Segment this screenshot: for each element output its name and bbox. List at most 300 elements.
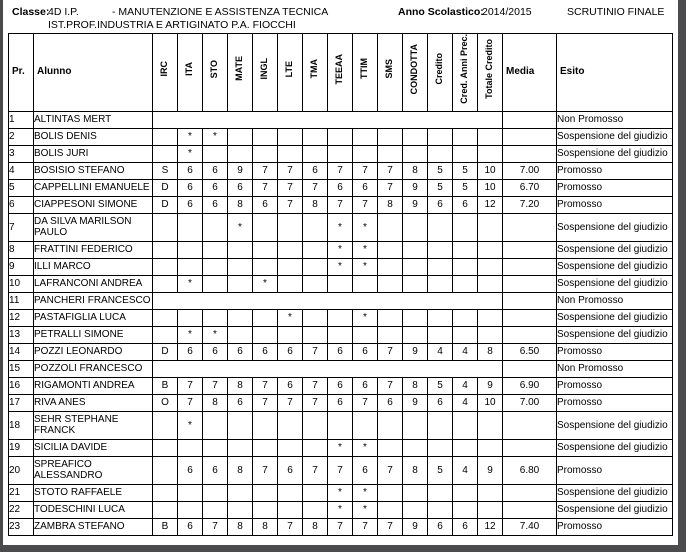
cell-row-number: 8 bbox=[9, 241, 34, 258]
cell-grade-sto bbox=[203, 309, 228, 326]
student-name-line1: SICILIA DAVIDE bbox=[34, 442, 108, 454]
student-name-line1: CIAPPESONI SIMONE bbox=[34, 199, 138, 211]
rotated-column-label: IRC bbox=[159, 61, 170, 77]
cell-row-number: 22 bbox=[9, 501, 34, 518]
cell-grade-tma: 7 bbox=[303, 377, 328, 394]
cell-grade-teeaa bbox=[328, 128, 353, 145]
cell-media: 6.80 bbox=[503, 456, 557, 484]
student-name-line1: FRATTINI FEDERICO bbox=[34, 244, 133, 256]
student-name-line1: RIGAMONTI ANDREA bbox=[34, 380, 135, 392]
cell-esito: Sospensione del giudizio bbox=[557, 128, 673, 145]
cell-media bbox=[503, 111, 557, 128]
cell-grade-ita: 7 bbox=[178, 394, 203, 411]
cell-grade-cred-anni-prec: 4 bbox=[453, 394, 478, 411]
cell-grade-credito: 5 bbox=[428, 377, 453, 394]
cell-grade-irc: D bbox=[153, 196, 178, 213]
cell-grade-ingl: 7 bbox=[253, 377, 278, 394]
cell-grade-credito bbox=[428, 258, 453, 275]
cell-esito: Promosso bbox=[557, 179, 673, 196]
cell-grade-teeaa: 7 bbox=[328, 162, 353, 179]
cell-esito: Promosso bbox=[557, 518, 673, 535]
cell-esito: Sospensione del giudizio bbox=[557, 309, 673, 326]
anno-scolastico-label: Anno Scolastico: bbox=[398, 6, 484, 18]
cell-grade-totale-credito: 10 bbox=[478, 394, 503, 411]
cell-media bbox=[503, 258, 557, 275]
classe-description: - MANUTENZIONE E ASSISTENZA TECNICA bbox=[112, 6, 329, 18]
cell-grade-credito: 6 bbox=[428, 196, 453, 213]
cell-grade-sms bbox=[378, 241, 403, 258]
cell-grade-mate: 8 bbox=[228, 456, 253, 484]
col-header-condotta bbox=[403, 34, 428, 112]
cell-grade-irc bbox=[153, 439, 178, 456]
table-row bbox=[9, 179, 673, 196]
cell-row-number: 17 bbox=[9, 394, 34, 411]
table-row bbox=[9, 501, 673, 518]
cell-grade-ttim: 7 bbox=[353, 196, 378, 213]
cell-grade-sms: 7 bbox=[378, 343, 403, 360]
cell-grade-mate: 6 bbox=[228, 394, 253, 411]
cell-row-number: 1 bbox=[9, 111, 34, 128]
cell-grade-ttim: * bbox=[353, 213, 378, 241]
cell-grade-irc bbox=[153, 275, 178, 292]
cell-grade-ita: 6 bbox=[178, 518, 203, 535]
rotated-column-label: Credito bbox=[434, 53, 445, 85]
cell-row-number: 4 bbox=[9, 162, 34, 179]
cell-grade-mate: 9 bbox=[228, 162, 253, 179]
col-header-ita bbox=[178, 34, 203, 112]
cell-grade-teeaa: 7 bbox=[328, 456, 353, 484]
cell-grade-teeaa bbox=[328, 309, 353, 326]
col-header-media: Media bbox=[503, 34, 557, 112]
cell-esito: Promosso bbox=[557, 196, 673, 213]
table-row bbox=[9, 309, 673, 326]
cell-grade-sms bbox=[378, 484, 403, 501]
cell-grade-teeaa: * bbox=[328, 258, 353, 275]
cell-grade-mate: 6 bbox=[228, 343, 253, 360]
cell-grade-lte bbox=[278, 275, 303, 292]
cell-grade-mate bbox=[228, 411, 253, 439]
cell-grade-sms bbox=[378, 128, 403, 145]
cell-grade-sms bbox=[378, 439, 403, 456]
cell-grade-teeaa: * bbox=[328, 213, 353, 241]
cell-grade-sto: * bbox=[203, 326, 228, 343]
cell-grade-cred-anni-prec bbox=[453, 439, 478, 456]
cell-grade-lte bbox=[278, 439, 303, 456]
school-name: IST.PROF.INDUSTRIA E ARTIGINATO P.A. FIOCCHI bbox=[48, 19, 296, 31]
cell-grade-sms: 7 bbox=[378, 456, 403, 484]
cell-grade-mate: 6 bbox=[228, 179, 253, 196]
cell-grade-ita: 7 bbox=[178, 377, 203, 394]
cell-grade-condotta bbox=[403, 213, 428, 241]
cell-grade-irc: O bbox=[153, 394, 178, 411]
cell-grade-ttim: 7 bbox=[353, 518, 378, 535]
student-name-line1: SPREAFICO bbox=[34, 459, 92, 471]
cell-grade-sms: 7 bbox=[378, 179, 403, 196]
student-name-line1: PANCHERI FRANCESCO bbox=[34, 295, 151, 307]
cell-grade-condotta bbox=[403, 275, 428, 292]
cell-grade-irc: D bbox=[153, 179, 178, 196]
cell-grade-ingl: 7 bbox=[253, 162, 278, 179]
cell-row-number: 23 bbox=[9, 518, 34, 535]
cell-grade-teeaa bbox=[328, 411, 353, 439]
cell-grade-ingl: 7 bbox=[253, 394, 278, 411]
cell-grade-ttim bbox=[353, 128, 378, 145]
col-header-sto bbox=[203, 34, 228, 112]
cell-grade-credito bbox=[428, 484, 453, 501]
cell-grade-sto: 8 bbox=[203, 394, 228, 411]
cell-grade-cred-anni-prec bbox=[453, 258, 478, 275]
student-name-line1: RIVA ANES bbox=[34, 397, 86, 409]
cell-grade-mate: 8 bbox=[228, 377, 253, 394]
cell-grade-cred-anni-prec bbox=[453, 411, 478, 439]
cell-row-number: 13 bbox=[9, 326, 34, 343]
cell-grade-mate bbox=[228, 484, 253, 501]
cell-grade-lte: 6 bbox=[278, 343, 303, 360]
cell-student-name bbox=[34, 145, 153, 162]
cell-grade-totale-credito: 12 bbox=[478, 518, 503, 535]
cell-grade-tma bbox=[303, 326, 328, 343]
cell-esito: Sospensione del giudizio bbox=[557, 411, 673, 439]
table-row bbox=[9, 343, 673, 360]
cell-grade-ita: * bbox=[178, 326, 203, 343]
cell-grade-tma bbox=[303, 145, 328, 162]
col-header-sms bbox=[378, 34, 403, 112]
cell-grade-ttim: * bbox=[353, 241, 378, 258]
cell-grade-totale-credito bbox=[478, 439, 503, 456]
cell-grade-ttim: * bbox=[353, 501, 378, 518]
cell-grade-lte: 7 bbox=[278, 196, 303, 213]
cell-grade-ita: 6 bbox=[178, 456, 203, 484]
cell-grade-sto bbox=[203, 439, 228, 456]
cell-grade-condotta bbox=[403, 241, 428, 258]
cell-grade-tma: 7 bbox=[303, 179, 328, 196]
cell-grade-mate bbox=[228, 501, 253, 518]
rotated-column-label: TTIM bbox=[359, 58, 370, 80]
cell-grade-sto: 6 bbox=[203, 456, 228, 484]
rotated-column-label: Cred. Anni Prec. bbox=[459, 34, 470, 104]
cell-grade-condotta: 9 bbox=[403, 196, 428, 213]
cell-grade-ingl bbox=[253, 326, 278, 343]
cell-grade-teeaa: 7 bbox=[328, 196, 353, 213]
cell-student-name bbox=[34, 213, 153, 241]
cell-student-name bbox=[34, 360, 153, 377]
cell-grade-cred-anni-prec bbox=[453, 213, 478, 241]
cell-grade-ttim bbox=[353, 411, 378, 439]
cell-grade-lte bbox=[278, 484, 303, 501]
cell-esito: Promosso bbox=[557, 394, 673, 411]
cell-esito: Promosso bbox=[557, 377, 673, 394]
cell-grade-irc: B bbox=[153, 377, 178, 394]
cell-grade-sto bbox=[203, 241, 228, 258]
cell-grade-ita: 6 bbox=[178, 343, 203, 360]
student-name-line1: BOSISIO STEFANO bbox=[34, 165, 125, 177]
cell-grade-ingl bbox=[253, 128, 278, 145]
cell-student-name bbox=[34, 111, 153, 128]
cell-grade-tma: 7 bbox=[303, 394, 328, 411]
cell-grade-sms bbox=[378, 275, 403, 292]
cell-grade-sms bbox=[378, 501, 403, 518]
cell-media bbox=[503, 213, 557, 241]
cell-grade-ttim: * bbox=[353, 484, 378, 501]
cell-row-number: 6 bbox=[9, 196, 34, 213]
rotated-column-label: CONDOTTA bbox=[409, 43, 420, 94]
cell-grade-tma bbox=[303, 411, 328, 439]
cell-media: 6.90 bbox=[503, 377, 557, 394]
cell-grade-ttim: 6 bbox=[353, 343, 378, 360]
cell-esito: Non Promosso bbox=[557, 111, 673, 128]
cell-grade-totale-credito bbox=[478, 275, 503, 292]
table-row bbox=[9, 377, 673, 394]
rotated-column-label: INGL bbox=[259, 58, 270, 80]
cell-student-name bbox=[34, 326, 153, 343]
cell-grade-ingl bbox=[253, 501, 278, 518]
cell-grade-cred-anni-prec bbox=[453, 275, 478, 292]
table-row bbox=[9, 394, 673, 411]
cell-grade-cred-anni-prec: 6 bbox=[453, 518, 478, 535]
col-header-ttim bbox=[353, 34, 378, 112]
cell-grade-mate: 8 bbox=[228, 518, 253, 535]
cell-grade-cred-anni-prec bbox=[453, 309, 478, 326]
cell-grade-teeaa bbox=[328, 275, 353, 292]
cell-media bbox=[503, 241, 557, 258]
cell-grade-ita bbox=[178, 501, 203, 518]
rotated-column-label: MATE bbox=[234, 56, 245, 82]
cell-grade-lte: 7 bbox=[278, 179, 303, 196]
cell-grade-mate bbox=[228, 326, 253, 343]
cell-grade-irc bbox=[153, 145, 178, 162]
cell-grade-mate bbox=[228, 275, 253, 292]
cell-grade-totale-credito bbox=[478, 309, 503, 326]
table-row bbox=[9, 111, 673, 128]
cell-grade-lte bbox=[278, 145, 303, 162]
table-row bbox=[9, 145, 673, 162]
cell-grade-sms bbox=[378, 145, 403, 162]
cell-grade-totale-credito: 9 bbox=[478, 377, 503, 394]
cell-grade-sms bbox=[378, 258, 403, 275]
cell-grade-sto: 6 bbox=[203, 196, 228, 213]
cell-grade-cred-anni-prec: 4 bbox=[453, 456, 478, 484]
cell-esito: Sospensione del giudizio bbox=[557, 484, 673, 501]
cell-grade-cred-anni-prec bbox=[453, 128, 478, 145]
cell-grade-sms bbox=[378, 411, 403, 439]
cell-student-name bbox=[34, 241, 153, 258]
student-name-line2: PAULO bbox=[34, 227, 68, 239]
classe-value: 4D I.P. bbox=[48, 6, 79, 18]
window-edge-right[interactable] bbox=[678, 0, 686, 552]
table-row bbox=[9, 196, 673, 213]
cell-grade-irc bbox=[153, 411, 178, 439]
cell-grade-ingl: 6 bbox=[253, 196, 278, 213]
cell-row-number: 2 bbox=[9, 128, 34, 145]
cell-media bbox=[503, 484, 557, 501]
col-header-cred-anni-prec bbox=[453, 34, 478, 112]
table-row bbox=[9, 456, 673, 484]
cell-grade-credito bbox=[428, 241, 453, 258]
table-row bbox=[9, 162, 673, 179]
cell-grade-condotta bbox=[403, 309, 428, 326]
cell-media: 7.00 bbox=[503, 162, 557, 179]
cell-grade-teeaa: * bbox=[328, 484, 353, 501]
cell-grade-mate: 8 bbox=[228, 196, 253, 213]
cell-grade-sto bbox=[203, 501, 228, 518]
cell-grade-mate bbox=[228, 258, 253, 275]
cell-student-name bbox=[34, 162, 153, 179]
cell-grade-totale-credito bbox=[478, 241, 503, 258]
col-header-esito: Esito bbox=[557, 34, 673, 112]
cell-grade-sms bbox=[378, 309, 403, 326]
cell-grade-totale-credito: 10 bbox=[478, 162, 503, 179]
cell-esito: Sospensione del giudizio bbox=[557, 258, 673, 275]
cell-row-number: 11 bbox=[9, 292, 34, 309]
cell-grade-ingl: * bbox=[253, 275, 278, 292]
cell-grade-ingl bbox=[253, 241, 278, 258]
cell-grade-sto bbox=[203, 484, 228, 501]
cell-grade-teeaa: 6 bbox=[328, 179, 353, 196]
cell-grade-condotta bbox=[403, 411, 428, 439]
cell-row-number: 16 bbox=[9, 377, 34, 394]
cell-grade-ita bbox=[178, 241, 203, 258]
cell-esito: Non Promosso bbox=[557, 292, 673, 309]
col-header-totale-credito bbox=[478, 34, 503, 112]
cell-grade-credito bbox=[428, 309, 453, 326]
cell-grade-credito bbox=[428, 128, 453, 145]
cell-grade-lte bbox=[278, 128, 303, 145]
cell-grade-mate bbox=[228, 241, 253, 258]
cell-grade-irc bbox=[153, 213, 178, 241]
cell-grade-ita: * bbox=[178, 275, 203, 292]
cell-grade-teeaa: 6 bbox=[328, 343, 353, 360]
cell-grade-irc bbox=[153, 456, 178, 484]
student-name-line1: BOLIS DENIS bbox=[34, 131, 97, 143]
student-name-line1: CAPPELLINI EMANUELE bbox=[34, 182, 150, 194]
cell-grade-ingl bbox=[253, 484, 278, 501]
cell-grade-lte: 6 bbox=[278, 456, 303, 484]
student-name-line1: ILLI MARCO bbox=[34, 261, 91, 273]
cell-row-number: 15 bbox=[9, 360, 34, 377]
cell-student-name bbox=[34, 439, 153, 456]
cell-media bbox=[503, 326, 557, 343]
cell-row-number: 3 bbox=[9, 145, 34, 162]
cell-grade-ingl bbox=[253, 411, 278, 439]
table-row bbox=[9, 411, 673, 439]
cell-grade-tma bbox=[303, 484, 328, 501]
cell-grade-condotta: 9 bbox=[403, 394, 428, 411]
cell-grade-lte: 7 bbox=[278, 394, 303, 411]
cell-media bbox=[503, 145, 557, 162]
cell-esito: Sospensione del giudizio bbox=[557, 241, 673, 258]
cell-grade-condotta bbox=[403, 258, 428, 275]
cell-row-number: 18 bbox=[9, 411, 34, 439]
col-header-irc bbox=[153, 34, 178, 112]
cell-grade-credito bbox=[428, 501, 453, 518]
cell-grade-sms: 7 bbox=[378, 377, 403, 394]
cell-grade-mate bbox=[228, 128, 253, 145]
cell-grade-lte: 7 bbox=[278, 518, 303, 535]
cell-student-name bbox=[34, 377, 153, 394]
cell-media bbox=[503, 439, 557, 456]
scrutinio-finale-title: SCRUTINIO FINALE bbox=[567, 6, 665, 18]
cell-row-number: 20 bbox=[9, 456, 34, 484]
cell-row-number: 10 bbox=[9, 275, 34, 292]
cell-grade-sms bbox=[378, 213, 403, 241]
cell-grade-totale-credito bbox=[478, 128, 503, 145]
cell-grade-cred-anni-prec bbox=[453, 145, 478, 162]
student-name-line1: BOLIS JURI bbox=[34, 148, 89, 160]
cell-grade-ttim: 6 bbox=[353, 377, 378, 394]
cell-row-number: 9 bbox=[9, 258, 34, 275]
cell-grade-sto bbox=[203, 258, 228, 275]
cell-grade-ita bbox=[178, 213, 203, 241]
cell-grade-condotta: 8 bbox=[403, 162, 428, 179]
cell-grade-mate bbox=[228, 145, 253, 162]
rotated-column-label: STO bbox=[209, 59, 220, 79]
cell-grade-sto: 7 bbox=[203, 518, 228, 535]
cell-grade-tma: 7 bbox=[303, 456, 328, 484]
cell-merged-empty bbox=[153, 360, 503, 377]
cell-grade-cred-anni-prec: 4 bbox=[453, 377, 478, 394]
cell-grade-ingl: 7 bbox=[253, 179, 278, 196]
cell-grade-teeaa: * bbox=[328, 501, 353, 518]
cell-row-number: 7 bbox=[9, 213, 34, 241]
cell-grade-teeaa: 6 bbox=[328, 377, 353, 394]
cell-esito: Sospensione del giudizio bbox=[557, 439, 673, 456]
cell-media bbox=[503, 292, 557, 309]
cell-media: 6.50 bbox=[503, 343, 557, 360]
cell-merged-empty bbox=[153, 111, 503, 128]
cell-grade-credito bbox=[428, 326, 453, 343]
page-header bbox=[0, 0, 678, 33]
cell-esito: Sospensione del giudizio bbox=[557, 501, 673, 518]
cell-student-name bbox=[34, 309, 153, 326]
cell-grade-condotta bbox=[403, 439, 428, 456]
cell-grade-sto: * bbox=[203, 128, 228, 145]
cell-grade-tma bbox=[303, 275, 328, 292]
cell-grade-irc bbox=[153, 258, 178, 275]
col-header-tma bbox=[303, 34, 328, 112]
cell-grade-credito bbox=[428, 411, 453, 439]
cell-grade-ingl bbox=[253, 309, 278, 326]
cell-grade-irc bbox=[153, 484, 178, 501]
cell-grade-ttim: * bbox=[353, 258, 378, 275]
cell-grade-ttim: 6 bbox=[353, 179, 378, 196]
cell-grade-condotta: 9 bbox=[403, 343, 428, 360]
cell-grade-ita: 6 bbox=[178, 162, 203, 179]
rotated-column-label: LTE bbox=[284, 60, 295, 78]
cell-grade-sto: 7 bbox=[203, 377, 228, 394]
cell-grade-tma bbox=[303, 501, 328, 518]
cell-grade-irc: D bbox=[153, 343, 178, 360]
student-name-line1: DA SILVA MARILSON bbox=[34, 216, 132, 228]
cell-grade-tma bbox=[303, 241, 328, 258]
window-edge-bottom[interactable] bbox=[0, 545, 686, 552]
table-row bbox=[9, 241, 673, 258]
cell-grade-lte: 7 bbox=[278, 162, 303, 179]
cell-grade-teeaa bbox=[328, 145, 353, 162]
rotated-column-label: Totale Credito bbox=[484, 38, 495, 99]
cell-grade-sms: 6 bbox=[378, 394, 403, 411]
cell-grade-teeaa: * bbox=[328, 241, 353, 258]
cell-student-name bbox=[34, 275, 153, 292]
cell-media: 7.40 bbox=[503, 518, 557, 535]
cell-grade-sto bbox=[203, 411, 228, 439]
col-header-credito bbox=[428, 34, 453, 112]
cell-grade-lte: 6 bbox=[278, 377, 303, 394]
cell-grade-lte: * bbox=[278, 309, 303, 326]
cell-student-name bbox=[34, 179, 153, 196]
cell-student-name bbox=[34, 258, 153, 275]
cell-grade-ingl bbox=[253, 145, 278, 162]
cell-grade-teeaa: 7 bbox=[328, 518, 353, 535]
